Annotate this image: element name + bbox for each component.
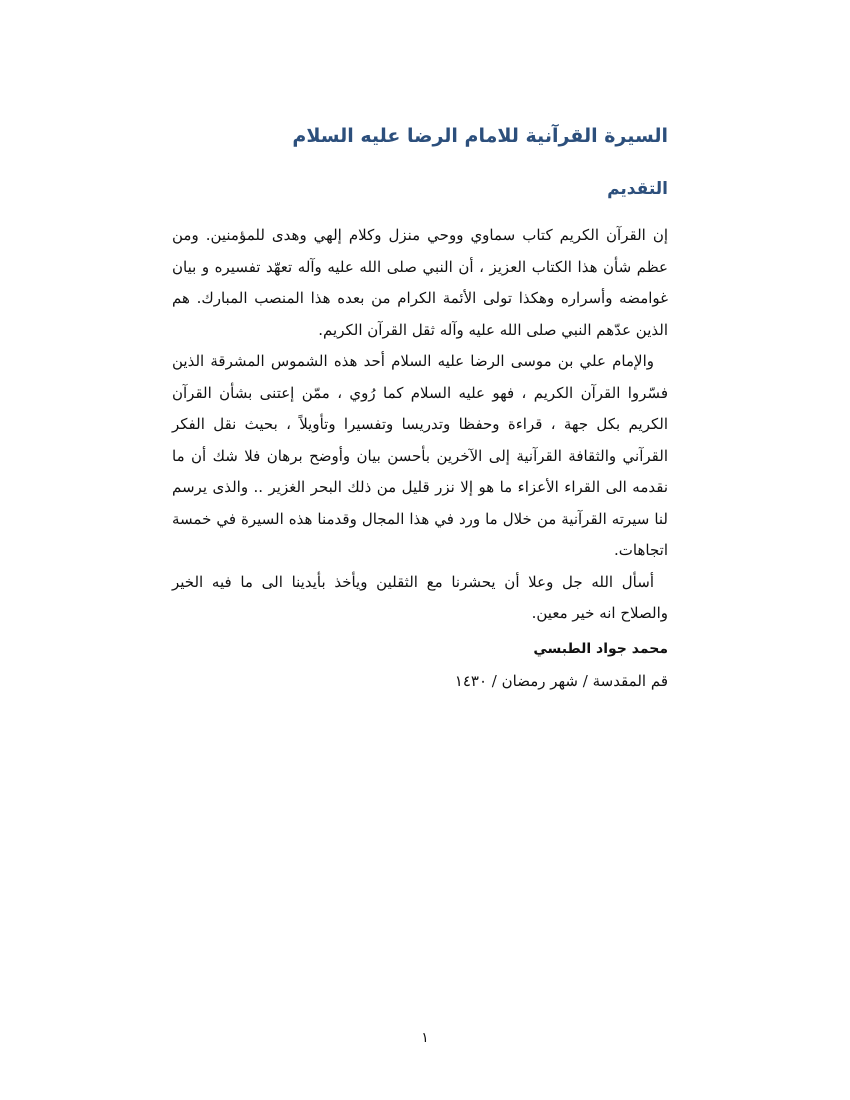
author-name: محمد جواد الطبسي (533, 640, 668, 657)
book-title: السيرة القرآنية للامام الرضا عليه السلام (292, 125, 668, 147)
paragraph-2: والإمام علي بن موسى الرضا عليه السلام أحد هذه الشموس المشرقة الذين فسّروا القرآن الكريم ، فهو عليه السلام كما رُوي ، ممّن إعتنى بشأن القرآن الكريم بكل جهة ، قراءة وحفظا وتدريسا وتفسيرا وتأويلاً ، بحيث نقل الفكر القرآني والثقافة القرآنية إلى الآخرين بأحسن بيان وأوضح برهان فلا شك أن ما نقدمه الى القراء الأعزاء ما هو إلا نزر قليل من ذلك البحر الغزير .. والذى يرسم لنا سيرته القرآنية من خلال ما ورد في هذا المجال وقدمنا هذه السيرة في خمسة اتجاهات. (172, 352, 668, 559)
paragraph-1: إن القرآن الكريم كتاب سماوي ووحي منزل وكلام إلهي وهدى للمؤمنين. ومن عظم شأن هذا الكتاب العزيز ، أن النبي صلى الله عليه وآله تعهّد تفسيره و بيان غوامضه وأسراره وهكذا تولى الأئمة الكرام من بعده هذا المنصب المبارك. هم الذين عدّهم النبي صلى الله عليه وآله ثقل القرآن الكريم. (172, 226, 668, 339)
section-title: التقديم (607, 179, 668, 199)
body-text (172, 220, 668, 630)
page-number: ١ (421, 1030, 429, 1046)
page-content (172, 118, 668, 696)
place-date: قم المقدسة / شهر رمضان / ١٤٣٠ (454, 671, 668, 690)
paragraph-3: أسأل الله جل وعلا أن يحشرنا مع الثقلين ويأخذ بأيدينا الى ما فيه الخير والصلاح انه خير معين. (172, 572, 668, 622)
